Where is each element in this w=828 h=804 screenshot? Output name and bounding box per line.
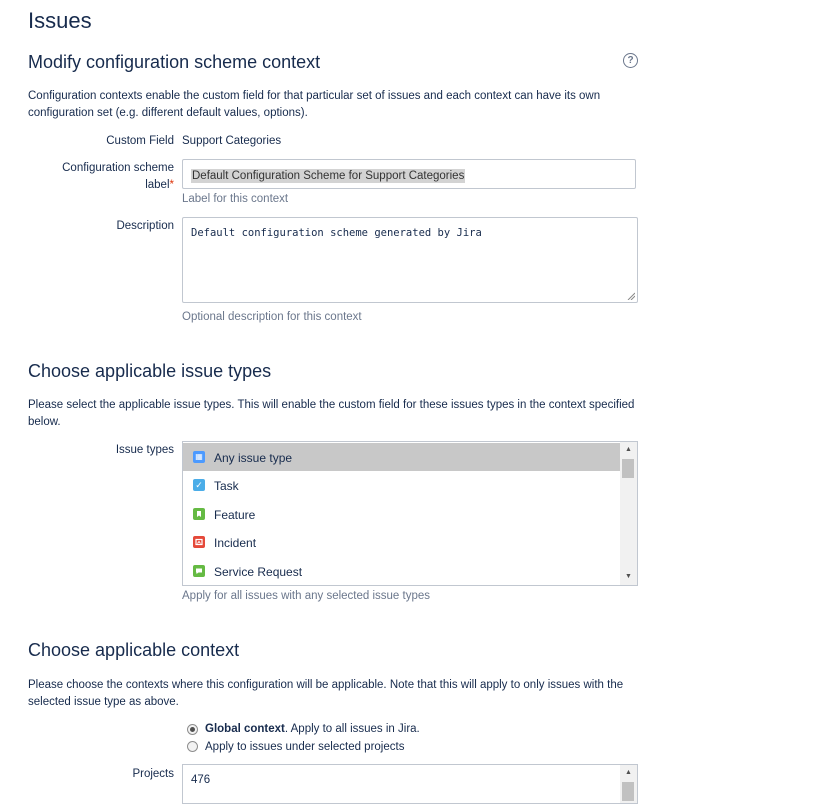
issue-type-option-task[interactable] xyxy=(183,471,620,499)
description-hint: Optional description for this context xyxy=(182,311,362,323)
scrollbar-thumb[interactable] xyxy=(622,782,634,801)
issue-type-label: Feature xyxy=(214,508,256,522)
issue-type-label: Incident xyxy=(214,536,257,550)
scheme-label-input[interactable] xyxy=(182,159,636,189)
issue-types-label: Issue types xyxy=(115,444,174,456)
scheme-label-line1: Configuration scheme xyxy=(62,162,174,174)
context-description: Please choose the contexts where this configuration will be applicable. Note that this will apply to only issues with the selected issue type as above. xyxy=(28,679,624,708)
issue-type-option-any[interactable] xyxy=(183,443,620,471)
scheme-label-value: Default Configuration Scheme for Support Categories xyxy=(192,170,465,182)
any-issue-type-icon: ▦ xyxy=(193,451,205,463)
description-label: Description xyxy=(116,220,174,232)
modify-context-heading: Modify configuration scheme context xyxy=(28,52,321,72)
required-marker: * xyxy=(169,179,174,191)
issue-types-hint: Apply for all issues with any selected issue types xyxy=(182,590,431,602)
issue-type-option-feature[interactable] xyxy=(183,500,620,528)
project-option[interactable]: 476 xyxy=(191,774,211,786)
global-context-radio[interactable] xyxy=(187,724,198,735)
issue-types-listbox[interactable] xyxy=(182,441,638,586)
resize-grip-icon[interactable] xyxy=(627,292,635,300)
global-context-label xyxy=(205,723,420,735)
question-circle-icon[interactable]: ? xyxy=(623,53,638,68)
projects-scrollbar[interactable] xyxy=(620,765,637,803)
page-title: Issues xyxy=(28,8,92,33)
description-value: Default configuration scheme generated by Jira xyxy=(191,227,482,239)
custom-field-label: Custom Field xyxy=(106,135,174,147)
global-context-bold: Global context xyxy=(205,723,285,735)
issue-type-option-service-request[interactable] xyxy=(183,557,620,585)
task-checkbox-icon: ✓ xyxy=(193,479,205,491)
projects-listbox[interactable] xyxy=(182,764,638,804)
projects-label: Projects xyxy=(132,768,174,780)
incident-icon xyxy=(193,536,205,548)
custom-field-value: Support Categories xyxy=(182,135,282,147)
scheme-label-field-label xyxy=(28,160,174,194)
issue-type-option-incident[interactable] xyxy=(183,528,620,556)
context-heading: Choose applicable context xyxy=(28,640,240,660)
issue-types-heading: Choose applicable issue types xyxy=(28,361,272,381)
scrollbar-thumb[interactable] xyxy=(622,459,634,478)
feature-bookmark-icon xyxy=(193,508,205,520)
scroll-up-icon[interactable]: ▲ xyxy=(625,769,632,776)
selected-projects-label: Apply to issues under selected projects xyxy=(205,741,405,753)
issue-types-scrollbar[interactable] xyxy=(620,442,637,585)
service-request-chat-icon xyxy=(193,565,205,577)
selected-projects-radio[interactable] xyxy=(187,741,198,752)
scheme-label-line2: label xyxy=(145,179,170,191)
global-context-rest: . Apply to all issues in Jira. xyxy=(284,723,420,735)
scroll-down-icon[interactable]: ▼ xyxy=(625,573,632,580)
issue-type-label: Task xyxy=(214,479,239,493)
issue-type-label: Any issue type xyxy=(214,451,293,465)
description-textarea[interactable] xyxy=(182,217,638,303)
scheme-label-hint: Label for this context xyxy=(182,193,289,205)
issue-types-description: Please select the applicable issue types. This will enable the custom field for these issues types in the context specified below. xyxy=(28,399,635,428)
scroll-up-icon[interactable]: ▲ xyxy=(625,446,632,453)
issue-type-label: Service Request xyxy=(214,565,303,579)
modify-context-description: Configuration contexts enable the custom field for that particular set of issues and each context can have its own configuration set (e.g. different default values, options). xyxy=(28,90,601,119)
